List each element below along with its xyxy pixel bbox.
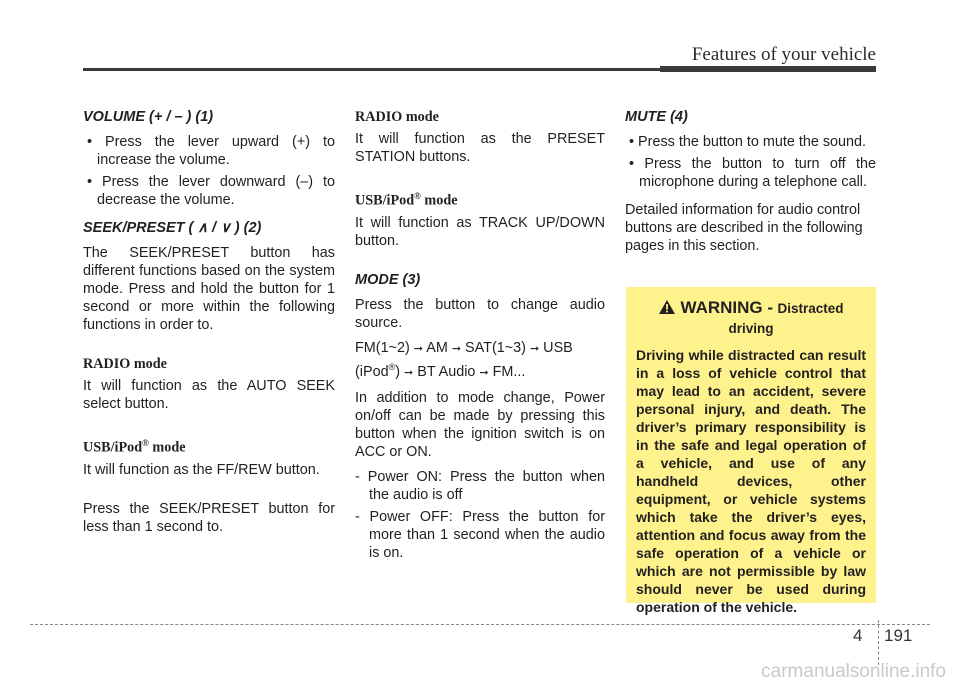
warning-box	[626, 287, 876, 615]
radio-mode-paragraph: It will function as the AUTO SEEK select button.	[83, 378, 335, 412]
radio-mode-heading: RADIO mode	[83, 356, 167, 372]
registered-mark-2: ®	[414, 191, 421, 201]
seq-fm-repeat: FM...	[492, 363, 526, 380]
warning-header	[636, 299, 866, 338]
warning-body: Driving while distracted can result in a loss of vehicle control that may lead to an accident, severe personal injury, and death. The driver’s primary responsibility is in the safe and legal operation of a vehicle, and use of any handheld devices, other equipment, or vehicle systems which take the driver’s eyes, attention and focus away from the safe operation of a vehicle or which are not permissible by law should never be used during operation of the vehicle.	[636, 347, 866, 615]
column-3	[625, 108, 876, 262]
seq-usb: USB	[543, 339, 573, 356]
detail-paragraph: Detailed information for audio control buttons are described in the following pages in this section.	[625, 202, 863, 254]
power-on-item: - Power ON: Press the button when the audio is off	[355, 468, 605, 503]
warning-triangle-icon	[658, 299, 676, 320]
arrow-right-icon: ➞	[404, 366, 414, 379]
chapter-number: 4	[853, 626, 863, 645]
usb-mode-heading	[83, 434, 335, 457]
arrow-right-icon: ➞	[529, 342, 540, 355]
volume-bullet-down-text: Press the lever downward (–) to decrease the volume.	[97, 174, 336, 208]
volume-bullet-up: • Press the lever upward (+) to increase the volume.	[87, 134, 335, 168]
page-number: 191	[884, 626, 913, 645]
mute-bullet-mic: • Press the button to turn off the microphone during a telephone call.	[629, 156, 876, 190]
usb-mode-paragraph: It will function as the FF/REW button.	[83, 461, 320, 478]
seq-sat: SAT(1~3)	[465, 339, 526, 356]
power-off-item: - Power OFF: Press the button for more than 1 second when the audio is on.	[355, 508, 605, 561]
warning-subject-line2: driving	[728, 321, 774, 336]
mute-bullet-sound: • Press the button to mute the sound.	[629, 134, 867, 150]
radio-mode-paragraph-2: It will function as the PRESET STATION buttons.	[355, 131, 605, 165]
column-1	[83, 108, 335, 543]
seq-ipod: (iPod	[355, 363, 389, 380]
mute-heading: MUTE (4)	[625, 109, 688, 125]
registered-mark-3: ®	[388, 361, 396, 372]
footer-rule	[30, 624, 930, 625]
volume-heading: VOLUME (+ / – ) (1)	[83, 109, 214, 125]
usb-mode-heading-2	[355, 187, 605, 210]
column-2	[355, 108, 605, 566]
power-paragraph: In addition to mode change, Power on/off can be made by pressing this button when the ignition switch is on ACC or ON.	[355, 389, 605, 460]
mode-paragraph: Press the button to change audio source.	[355, 296, 605, 331]
volume-bullet-up-text: Press the lever upward (+) to increase the volume.	[97, 134, 335, 168]
press-short-paragraph: Press the SEEK/PRESET button for less than 1 second to.	[83, 500, 335, 535]
arrow-right-icon: ➞	[451, 342, 462, 355]
mode-sequence	[355, 339, 605, 382]
mute-bullet-sound-text: Press the button to mute the sound.	[638, 134, 867, 150]
usb-heading-text-2: USB/iPod	[355, 192, 415, 209]
arrow-right-icon: ➞	[413, 342, 423, 355]
seek-heading: SEEK/PRESET ( ∧ / ∨ ) (2)	[83, 220, 262, 236]
seq-fm: FM(1~2)	[355, 339, 410, 356]
usb-mode-paragraph-2: It will function as TRACK UP/DOWN button.	[355, 214, 605, 249]
arrow-right-icon: ➞	[479, 366, 489, 379]
usb-heading-text: USB/iPod	[83, 439, 143, 456]
volume-bullet-down: • Press the lever downward (–) to decrease the volume.	[87, 174, 336, 208]
registered-mark: ®	[142, 438, 149, 448]
footer-divider	[878, 620, 879, 665]
watermark: carmanualsonline.info	[761, 661, 946, 682]
usb-heading-tail: mode	[148, 439, 186, 456]
seq-ipod-close: )	[395, 363, 401, 380]
usb-heading-tail-2: mode	[420, 192, 458, 209]
mute-bullet-mic-text: Press the button to turn off the microphone during a telephone call.	[639, 156, 876, 190]
page-header-title: Features of your vehicle	[691, 44, 876, 65]
seek-paragraph: The SEEK/PRESET button has different functions based on the system mode. Press and hold the button for 1 second or more within the following functions in order to.	[83, 245, 335, 333]
seq-bt-audio: BT Audio	[417, 363, 476, 380]
mode-heading: MODE (3)	[355, 271, 421, 288]
radio-mode-heading-2: RADIO mode	[355, 109, 439, 125]
seq-am: AM	[426, 339, 448, 356]
header-rule-accent	[660, 66, 876, 72]
warning-label: WARNING -	[680, 298, 774, 317]
warning-subject-line1: Distracted	[777, 301, 844, 316]
